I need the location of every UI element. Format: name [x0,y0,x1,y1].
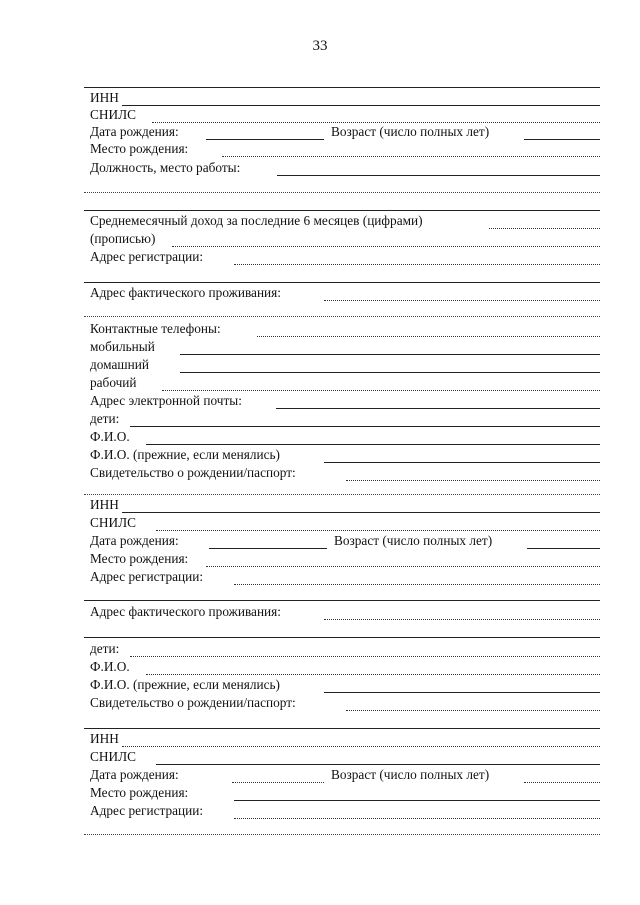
snils-row-2 [84,514,600,532]
children-row-2 [84,640,600,658]
fio-label-2: Ф.И.О. [90,659,130,674]
inn-field-2[interactable] [122,512,600,513]
actual-address-field-2[interactable] [324,619,600,620]
birth-date-label-2: Дата рождения: [90,533,179,548]
birth-date-label-3: Дата рождения: [90,767,179,782]
home-phone-field[interactable] [180,372,600,373]
certificate-field[interactable] [346,480,600,481]
birth-date-row-3 [84,766,600,784]
fio-prev-field-2[interactable] [324,692,600,693]
age-label: Возраст (число полных лет) [331,124,490,139]
birth-place-row-2 [84,550,600,568]
inn-row-2 [84,496,600,514]
fio-prev-label: Ф.И.О. (прежние, если менялись) [90,447,280,462]
work-phone-label: рабочий [90,375,137,390]
inn-label: ИНН [90,90,119,105]
registration-row-3 [84,802,600,820]
birth-place-field[interactable] [222,156,600,157]
birth-place-field-3[interactable] [234,800,600,801]
snils-row [84,106,600,124]
snils-label-2: СНИЛС [90,515,136,530]
inn-label-2: ИНН [90,497,119,512]
actual-address-label: Адрес фактического проживания: [90,285,281,300]
phones-row [84,320,600,338]
certificate-row [84,464,600,482]
position-field[interactable] [277,175,600,176]
fio-field[interactable] [146,444,600,445]
snils-field-2[interactable] [156,530,600,531]
registration-row-2 [84,568,600,586]
in-words-field[interactable] [172,246,600,247]
divider [84,728,600,729]
in-words-label: (прописью) [90,231,156,246]
inn-field-3[interactable] [122,746,600,747]
fio-row [84,428,600,446]
birth-date-field-2[interactable] [209,548,327,549]
children-field[interactable] [130,426,600,427]
registration-label-3: Адрес регистрации: [90,803,204,818]
birth-date-field-3[interactable] [232,782,324,783]
registration-field-3[interactable] [234,818,600,819]
email-field[interactable] [276,408,600,409]
certificate-row-2 [84,694,600,712]
divider [84,494,600,495]
actual-address-field[interactable] [324,300,600,301]
snils-field-3[interactable] [156,764,600,765]
age-field-2[interactable] [527,548,600,549]
age-field-3[interactable] [524,782,600,783]
fio-prev-field[interactable] [324,462,600,463]
divider [84,834,600,835]
birth-place-label-2: Место рождения: [90,551,189,566]
position-label: Должность, место работы: [90,160,241,175]
divider [84,192,600,193]
children-row [84,410,600,428]
email-label: Адрес электронной почты: [90,393,242,408]
birth-place-row-3 [84,784,600,802]
work-phone-field[interactable] [162,390,600,391]
home-phone-row [84,356,600,374]
children-field-2[interactable] [130,656,600,657]
children-label: дети: [90,411,120,426]
inn-label-3: ИНН [90,731,119,746]
fio-field-2[interactable] [146,674,600,675]
divider [84,637,600,638]
mobile-field[interactable] [180,354,600,355]
actual-address-row-2 [84,603,600,621]
fio-row-2 [84,658,600,676]
snils-row-3 [84,748,600,766]
certificate-field-2[interactable] [346,710,600,711]
age-label-2: Возраст (число полных лет) [334,533,493,548]
birth-place-label: Место рождения: [90,141,189,156]
registration-field[interactable] [234,264,600,265]
mobile-label: мобильный [90,339,155,354]
snils-label: СНИЛС [90,107,136,122]
avg-income-label: Среднемесячный доход за последние 6 месяцев (цифрами) [90,213,423,228]
fio-prev-row [84,446,600,464]
divider [84,87,600,88]
age-label-3: Возраст (число полных лет) [331,767,490,782]
divider [84,282,600,283]
inn-row [84,89,600,107]
fio-label: Ф.И.О. [90,429,130,444]
fio-prev-row-2 [84,676,600,694]
divider [84,316,600,317]
avg-income-field[interactable] [489,228,600,229]
in-words-row [84,230,600,248]
birth-place-field-2[interactable] [206,566,600,567]
avg-income-row [84,212,600,230]
registration-row [84,248,600,266]
registration-label-2: Адрес регистрации: [90,569,204,584]
birth-date-row [84,123,600,141]
certificate-label: Свидетельство о рождении/паспорт: [90,465,296,480]
phones-field[interactable] [257,336,600,337]
mobile-row [84,338,600,356]
fio-prev-label-2: Ф.И.О. (прежние, если менялись) [90,677,280,692]
registration-label: Адрес регистрации: [90,249,204,264]
snils-label-3: СНИЛС [90,749,136,764]
inn-row-3 [84,730,600,748]
certificate-label-2: Свидетельство о рождении/паспорт: [90,695,296,710]
position-row [84,159,600,177]
page-number: 33 [312,38,328,54]
divider [84,210,600,211]
work-phone-row [84,374,600,392]
birth-place-row [84,140,600,158]
actual-address-row [84,284,600,302]
children-label-2: дети: [90,641,120,656]
home-phone-label: домашний [90,357,149,372]
birth-date-label: Дата рождения: [90,124,179,139]
registration-field-2[interactable] [234,584,600,585]
birth-place-label-3: Место рождения: [90,785,189,800]
birth-date-row-2 [84,532,600,550]
actual-address-label-2: Адрес фактического проживания: [90,604,281,619]
phones-label: Контактные телефоны: [90,321,221,336]
email-row [84,392,600,410]
divider [84,600,600,601]
